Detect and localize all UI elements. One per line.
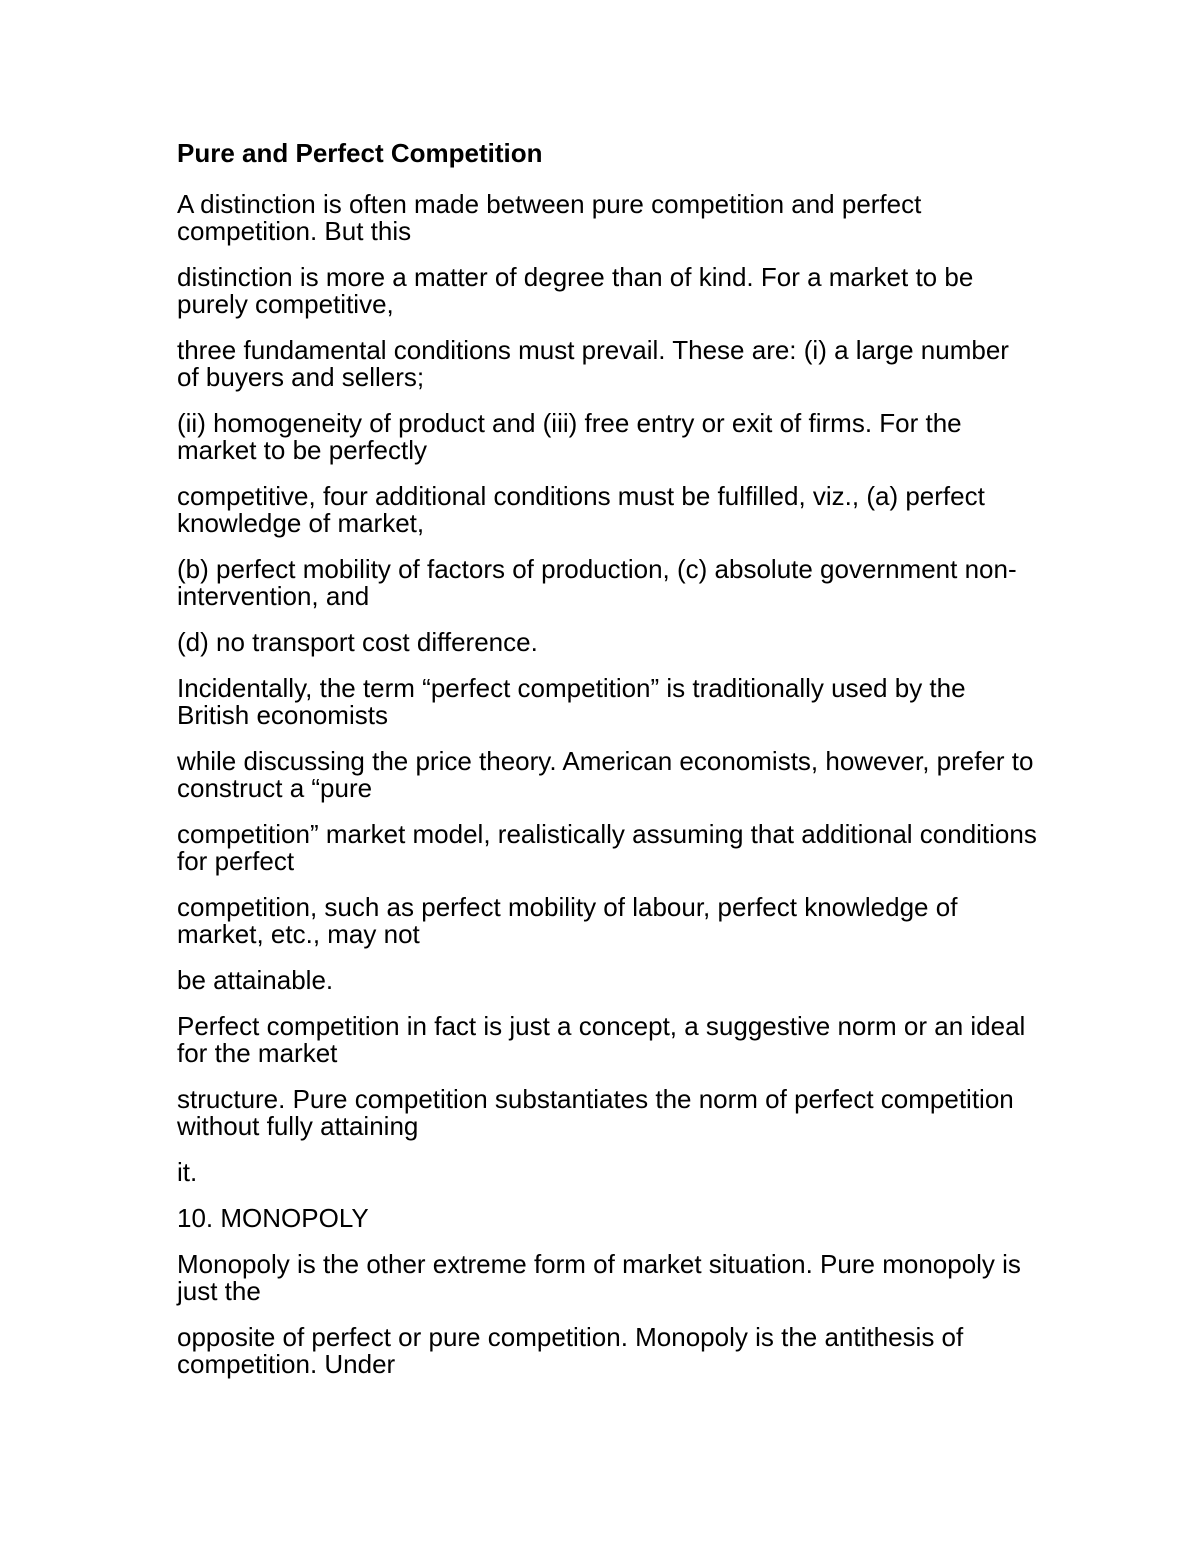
- paragraph: be attainable.: [177, 965, 334, 995]
- paragraph: (d) no transport cost difference.: [177, 627, 538, 657]
- paragraph: Perfect competition in fact is just a concept, a suggestive norm or an ideal for the market: [177, 1011, 1026, 1068]
- paragraph: distinction is more a matter of degree than of kind. For a market to be purely competitive,: [177, 262, 974, 319]
- paragraph: (b) perfect mobility of factors of production, (c) absolute government non-intervention, and: [177, 554, 1017, 611]
- document-body: [177, 136, 1037, 1397]
- paragraph: Incidentally, the term “perfect competition” is traditionally used by the British economists: [177, 673, 966, 730]
- paragraph: while discussing the price theory. American economists, however, prefer to construct a “pure: [177, 746, 1034, 803]
- section-heading: 10. MONOPOLY: [177, 1203, 369, 1233]
- paragraph: (ii) homogeneity of product and (iii) free entry or exit of firms. For the market to be perfectly: [177, 408, 962, 465]
- paragraph: competition, such as perfect mobility of labour, perfect knowledge of market, etc., may not: [177, 892, 958, 949]
- paragraph: competition” market model, realistically assuming that additional conditions for perfect: [177, 819, 1037, 876]
- paragraph: competitive, four additional conditions must be fulfilled, viz., (a) perfect knowledge of market,: [177, 481, 985, 538]
- document-title: Pure and Perfect Competition: [177, 138, 543, 168]
- paragraph: it.: [177, 1157, 198, 1187]
- paragraph: Monopoly is the other extreme form of market situation. Pure monopoly is just the: [177, 1249, 1021, 1306]
- paragraph: A distinction is often made between pure competition and perfect competition. But this: [177, 189, 922, 246]
- paragraph: structure. Pure competition substantiates the norm of perfect competition without fully attaining: [177, 1084, 1014, 1141]
- paragraph: three fundamental conditions must prevail. These are: (i) a large number of buyers and sellers;: [177, 335, 1009, 392]
- paragraph: opposite of perfect or pure competition. Monopoly is the antithesis of competition. Under: [177, 1322, 964, 1379]
